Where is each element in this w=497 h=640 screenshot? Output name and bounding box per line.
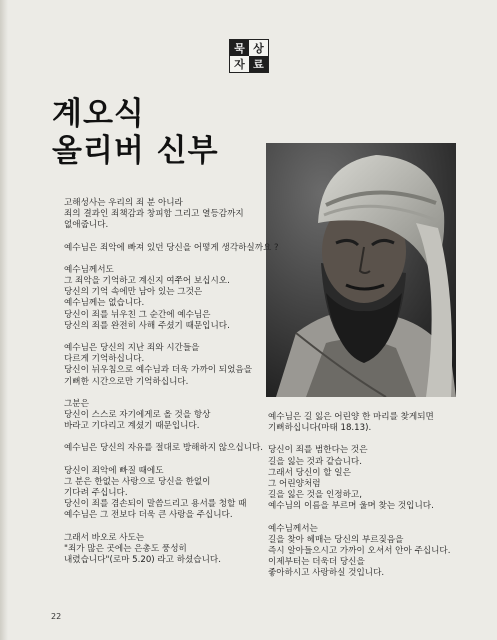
paragraph	[64, 466, 264, 522]
text-line: 예수님께서는	[268, 523, 318, 534]
text-line: 그분은	[64, 398, 89, 409]
title-line: 계오식	[52, 96, 145, 132]
article-title	[52, 96, 219, 170]
text-line: 예수님은 길 잃은 어린양 한 마리를 찾게되면	[268, 412, 434, 422]
paragraph	[64, 399, 264, 433]
text-line: 그래서 당신이 할 일은	[268, 467, 351, 478]
body-text-left	[64, 198, 279, 577]
text-line: 그 죄악을 기억하고 계신지 여쭈어 보십시오.	[64, 276, 230, 287]
text-line: 그래서 바오로 사도는	[64, 532, 145, 543]
portrait-illustration	[266, 143, 456, 397]
badge-char: 묵	[230, 40, 249, 56]
text-line: 예수님은 당신의 자유를 절대로 방해하지 않으십니다.	[64, 443, 264, 454]
title-line: 올리버 신부	[52, 133, 219, 169]
text-line: 예수님께는 없습니다.	[64, 298, 145, 309]
text-line: 당신이 스스로 자기에게로 올 것을 항상	[64, 410, 211, 421]
text-line: 예수님께서도	[64, 264, 114, 275]
text-line: 예수님은 그 전보다 더욱 큰 사랑을 주십니다.	[64, 510, 233, 521]
paragraph	[268, 412, 468, 434]
text-line: 당신이 죄를 범한다는 것은	[268, 445, 368, 456]
paragraph	[64, 265, 264, 332]
page-edge	[0, 0, 8, 640]
text-line: 기뻐하십니다(마태 18.13).	[268, 423, 372, 434]
text-line: 바라고 기다리고 계셨기 때문입니다.	[64, 421, 200, 432]
paragraph	[268, 524, 468, 580]
text-line: 죄의 결과인 죄책감과 창피함 그리고 열등감까지	[64, 209, 244, 220]
text-line: 당신이 죄악에 빠질 때에도	[64, 465, 164, 476]
portrait-photo	[266, 143, 456, 397]
text-line: 당신이 뉘우침으로 예수님과 더욱 가까이 되었음을	[64, 365, 252, 376]
text-line: 기뻐한 시간으로만 기억하십니다.	[64, 376, 189, 387]
paragraph	[268, 445, 468, 512]
text-line: 길을 잃는 것과 같습니다.	[268, 456, 362, 467]
text-line: 당신이 죄를 겸손되이 말씀드리고 용서를 청할 때	[64, 499, 247, 510]
paragraph	[64, 242, 279, 254]
text-line: 즉시 알아들으시고 가까이 오셔서 안아 주십니다.	[268, 546, 451, 557]
paragraph	[64, 533, 264, 567]
text-line: 길을 찾아 헤매는 당신의 부르짖음을	[268, 534, 404, 545]
body-text-right	[268, 412, 468, 591]
text-line: 다르게 기억하십니다.	[64, 354, 145, 365]
text-line: 예수님의 이름을 부르며 울며 찾는 것입니다.	[268, 501, 434, 512]
text-line: 길을 잃은 것을 인정하고,	[268, 490, 362, 501]
text-line: 없애줍니다.	[64, 220, 109, 231]
text-line: 당신의 죄를 완전히 사해 주셨기 때문입니다.	[64, 320, 230, 331]
badge-char: 료	[249, 56, 268, 72]
page-number: 22	[51, 612, 62, 621]
text-line: 기다려 주십니다.	[64, 488, 128, 499]
text-line: 당신의 기억 속에만 남아 있는 그것은	[64, 287, 203, 298]
text-line: 이제부터는 더욱더 당신을	[268, 557, 365, 568]
section-badge	[229, 39, 269, 73]
text-line: 예수님은 당신의 지난 죄와 시간들을	[64, 343, 200, 354]
paragraph	[64, 343, 264, 388]
paragraph	[64, 443, 264, 454]
text-line: "죄가 많은 곳에는 은총도 풍성히	[64, 543, 187, 554]
badge-char: 상	[249, 40, 268, 56]
paragraph	[64, 198, 264, 232]
text-line: 그 분은 한없는 사랑으로 당신을 한없이	[64, 476, 211, 487]
text-line: 예수님은 죄악에 빠져 있던 당신을 어떻게 생각하실까요 ?	[64, 242, 279, 253]
text-line: 내렸습니다"(로마 5.20) 라고 하셨습니다.	[64, 555, 221, 566]
text-line: 그 어린양처럼	[268, 479, 321, 490]
text-line: 좋아하시고 사랑하실 것입니다.	[268, 568, 385, 579]
text-line: 고해성사는 우리의 죄 분 아니라	[64, 198, 183, 208]
badge-char: 자	[230, 56, 249, 72]
text-line: 당신이 죄를 뉘우친 그 순간에 예수님은	[64, 309, 211, 320]
